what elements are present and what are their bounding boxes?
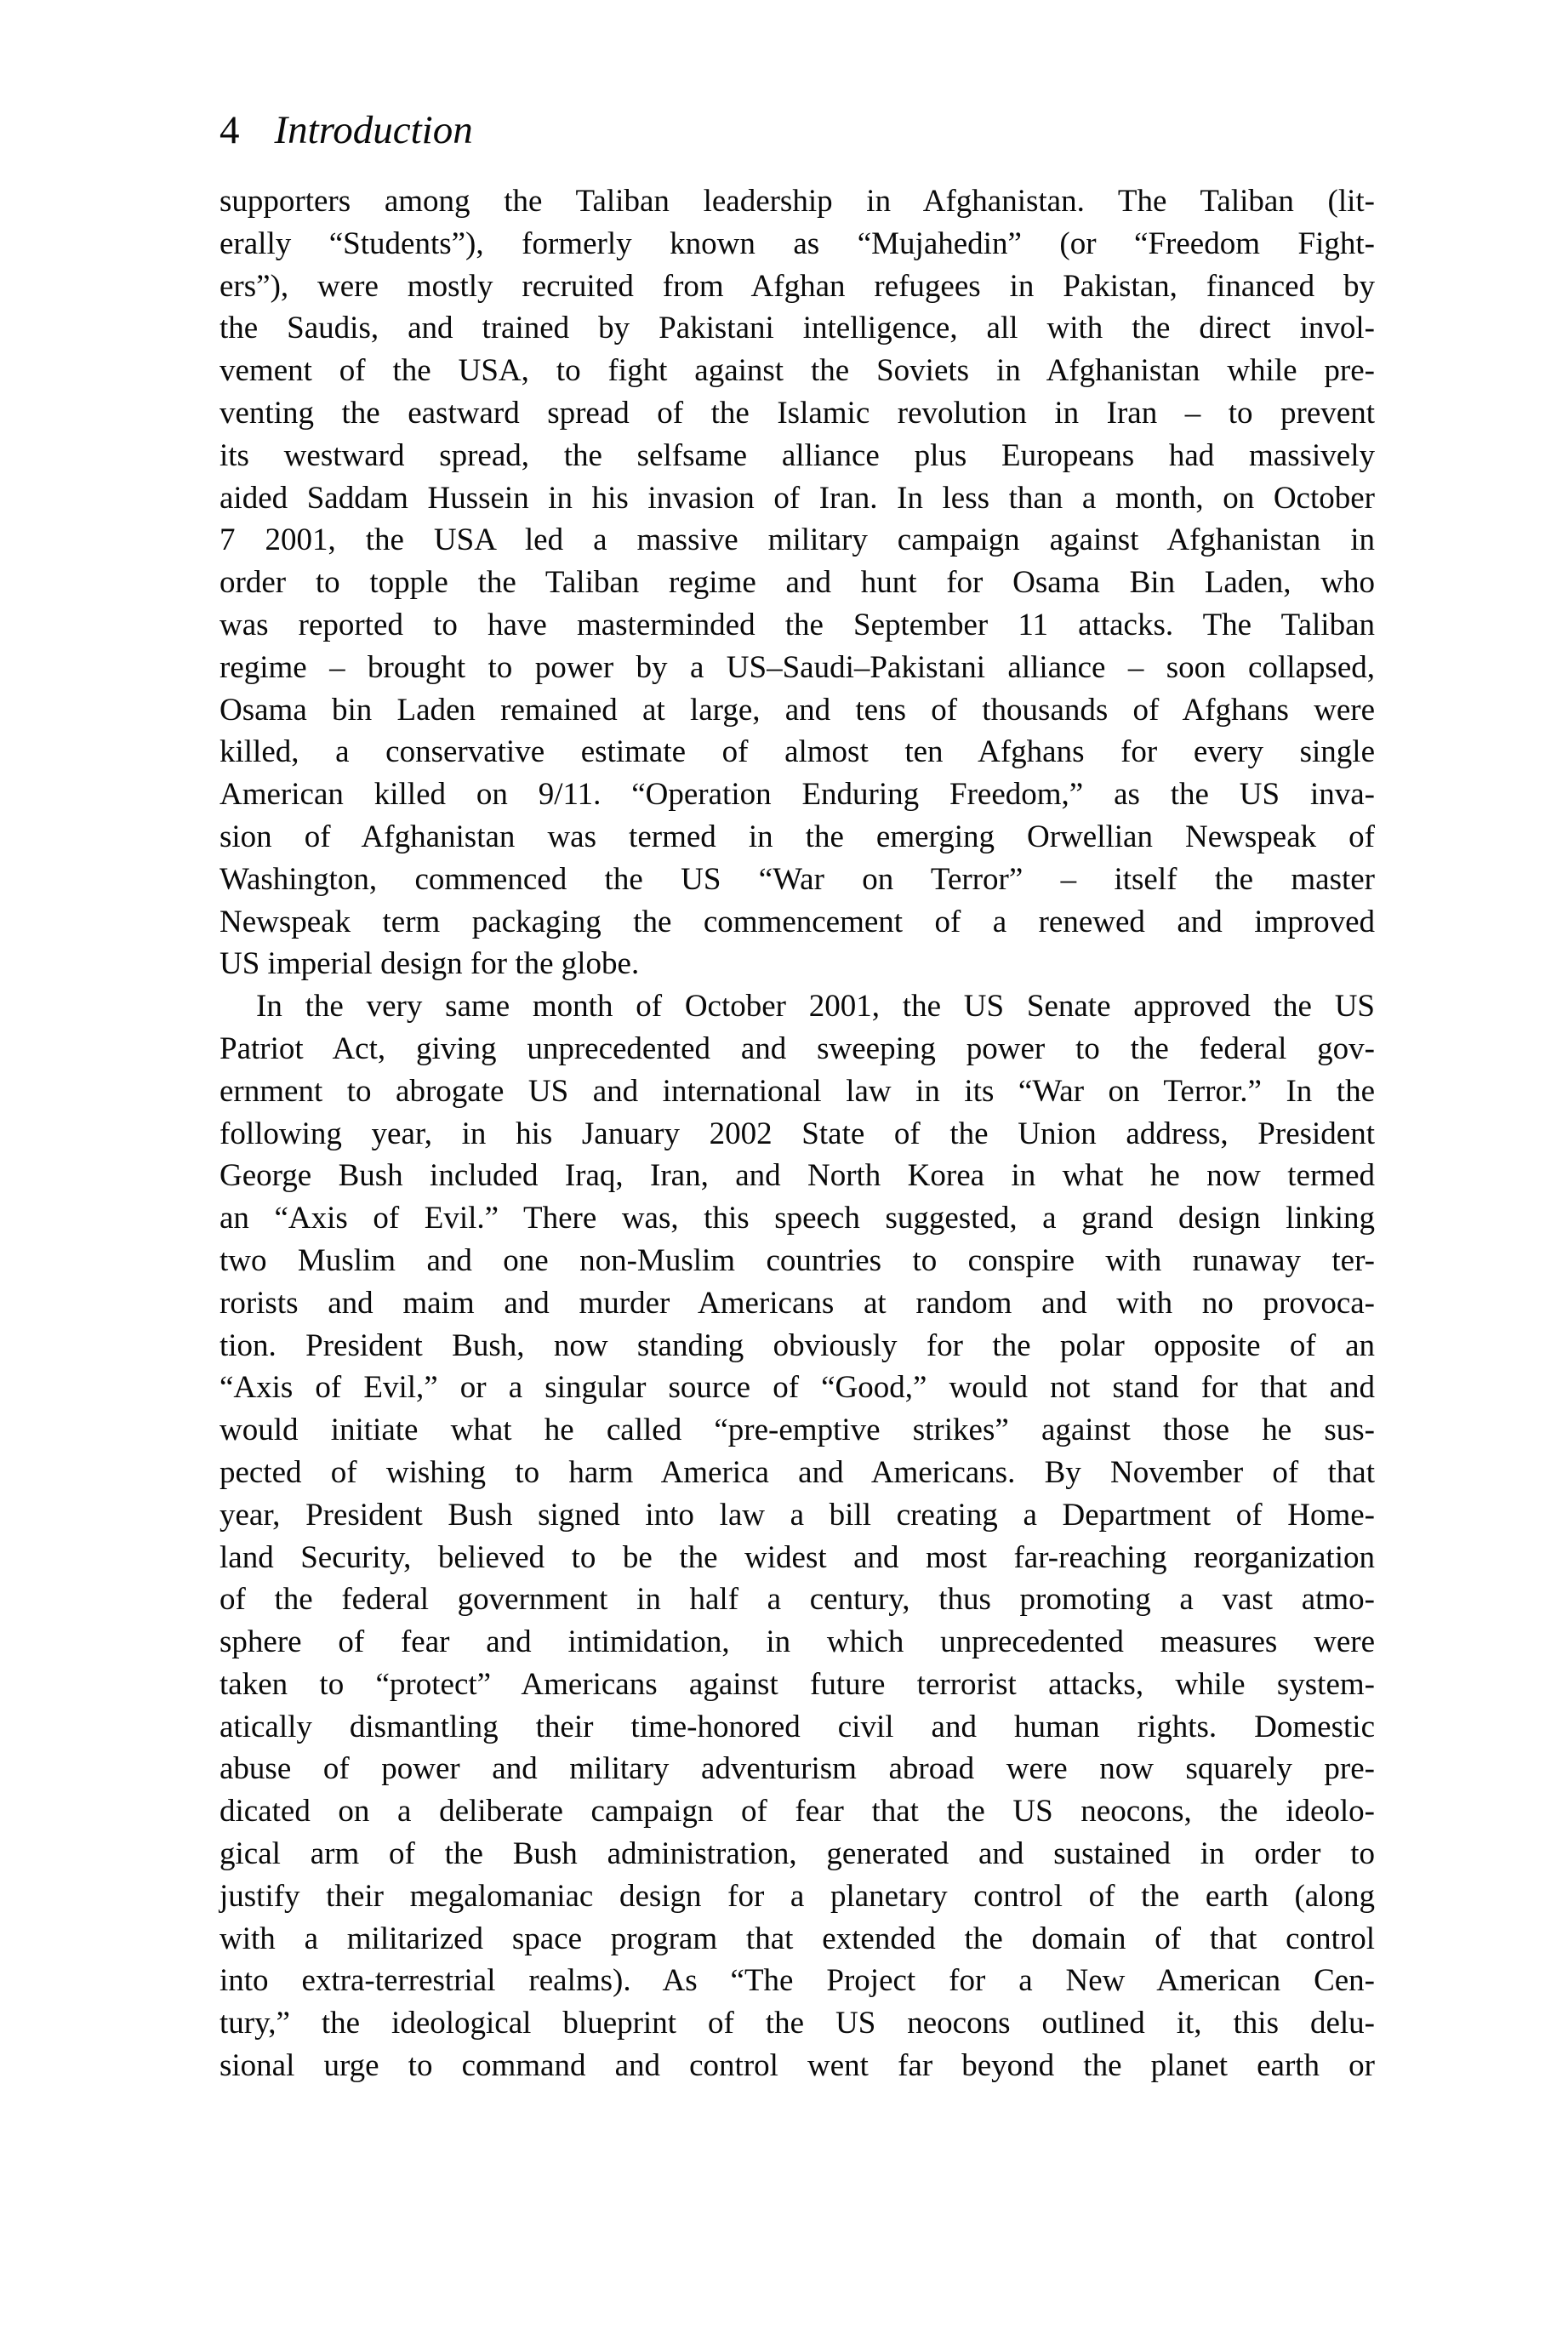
text-line: was reported to have masterminded the September 11 attacks. The Taliban	[220, 607, 1375, 642]
paragraph	[220, 180, 1375, 985]
text-line: Newspeak term packaging the commencement of a renewed and improved	[220, 904, 1375, 939]
text-line: 7 2001, the USA led a massive military campaign against Afghanistan in	[220, 522, 1375, 558]
text-line: erally “Students”), formerly known as “Mujahedin” (or “Freedom Fight-	[220, 225, 1375, 261]
text-line: abuse of power and military adventurism abroad were now squarely pre-	[220, 1751, 1375, 1787]
text-line: venting the eastward spread of the Islamic revolution in Iran – to prevent	[220, 395, 1375, 431]
text-line: Patriot Act, giving unprecedented and sweeping power to the federal gov-	[220, 1030, 1375, 1066]
text-line: regime – brought to power by a US–Saudi–Pakistani alliance – soon collapsed,	[220, 649, 1375, 685]
text-line: an “Axis of Evil.” There was, this speech suggested, a grand design linking	[220, 1201, 1375, 1236]
page-header	[220, 109, 473, 153]
text-line: US imperial design for the globe.	[220, 946, 640, 982]
text-line: supporters among the Taliban leadership in Afghanistan. The Taliban (lit-	[220, 184, 1375, 219]
text-line: vement of the USA, to fight against the Soviets in Afghanistan while pre-	[220, 353, 1375, 389]
chapter-title: Introduction	[274, 108, 473, 152]
text-line: following year, in his January 2002 State of the Union address, President	[220, 1116, 1375, 1151]
text-line: aided Saddam Hussein in his invasion of Iran. In less than a month, on October	[220, 480, 1375, 516]
text-line: of the federal government in half a century, thus promoting a vast atmo-	[220, 1582, 1375, 1618]
text-line: justify their megalomaniac design for a planetary control of the earth (along	[220, 1878, 1375, 1914]
text-line: into extra-terrestrial realms). As “The Project for a New American Cen-	[220, 1963, 1375, 1999]
text-line: sional urge to command and control went far beyond the planet earth or	[220, 2048, 1375, 2084]
text-line: American killed on 9/11. “Operation Enduring Freedom,” as the US inva-	[220, 777, 1375, 813]
text-line: gical arm of the Bush administration, generated and sustained in order to	[220, 1836, 1375, 1872]
text-line: sion of Afghanistan was termed in the emerging Orwellian Newspeak of	[220, 819, 1375, 854]
text-line: with a militarized space program that extended the domain of that control	[220, 1921, 1375, 1956]
text-line: its westward spread, the selfsame alliance plus Europeans had massively	[220, 437, 1375, 473]
text-line: tury,” the ideological blueprint of the US neocons outlined it, this delu-	[220, 2006, 1375, 2041]
text-line: “Axis of Evil,” or a singular source of “Good,” would not stand for that and	[220, 1370, 1375, 1406]
text-line: sphere of fear and intimidation, in which unprecedented measures were	[220, 1624, 1375, 1660]
text-line: the Saudis, and trained by Pakistani intelligence, all with the direct invol-	[220, 311, 1375, 346]
text-line: tion. President Bush, now standing obviously for the polar opposite of an	[220, 1327, 1375, 1363]
text-line: Osama bin Laden remained at large, and tens of thousands of Afghans were	[220, 692, 1375, 728]
text-line: In the very same month of October 2001, the US Senate approved the US	[256, 989, 1375, 1025]
text-line: Washington, commenced the US “War on Terror” – itself the master	[220, 861, 1375, 897]
text-line: pected of wishing to harm America and Americans. By November of that	[220, 1454, 1375, 1490]
body-text	[220, 180, 1375, 2087]
text-line: two Muslim and one non-Muslim countries to conspire with runaway ter-	[220, 1242, 1375, 1278]
text-line: would initiate what he called “pre-emptive strikes” against those he sus-	[220, 1413, 1375, 1448]
text-line: dicated on a deliberate campaign of fear that the US neocons, the ideolo-	[220, 1794, 1375, 1830]
text-line: George Bush included Iraq, Iran, and North Korea in what he now termed	[220, 1158, 1375, 1194]
page-number: 4	[220, 108, 240, 152]
paragraph	[220, 985, 1375, 2087]
text-line: taken to “protect” Americans against future terrorist attacks, while system-	[220, 1666, 1375, 1702]
text-line: killed, a conservative estimate of almost ten Afghans for every single	[220, 734, 1375, 770]
text-line: rorists and maim and murder Americans at random and with no provoca-	[220, 1285, 1375, 1321]
text-line: order to topple the Taliban regime and hunt for Osama Bin Laden, who	[220, 565, 1375, 601]
text-line: ers”), were mostly recruited from Afghan refugees in Pakistan, financed by	[220, 268, 1375, 304]
text-line: year, President Bush signed into law a bill creating a Department of Home-	[220, 1497, 1375, 1533]
text-line: ernment to abrogate US and international law in its “War on Terror.” In the	[220, 1073, 1375, 1109]
text-line: atically dismantling their time-honored civil and human rights. Domestic	[220, 1709, 1375, 1744]
text-line: land Security, believed to be the widest and most far-reaching reorganization	[220, 1539, 1375, 1575]
